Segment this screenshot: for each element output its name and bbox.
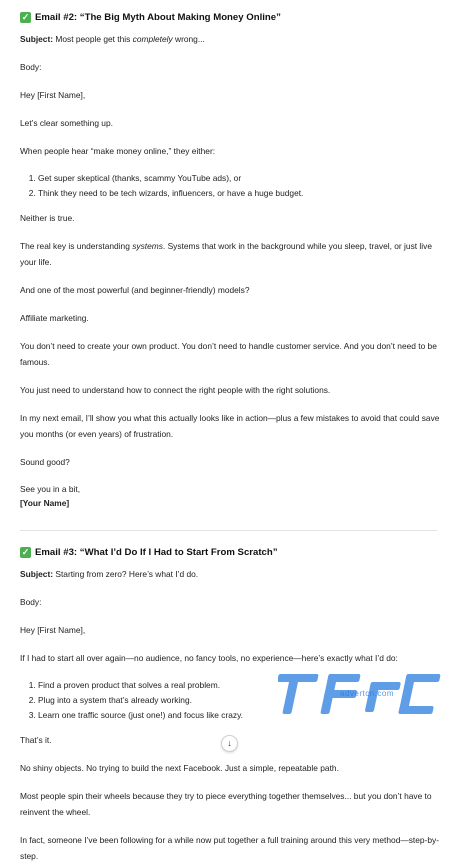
- paragraph: The real key is understanding systems. Systems that work in the background while you sleep, travel, or just live your life.: [20, 241, 432, 267]
- check-mark-icon: ✓: [21, 547, 30, 557]
- numbered-list: [20, 171, 449, 201]
- list-item: 1. Get super skeptical (thanks, scammy YouTube ads), or: [38, 171, 449, 186]
- paragraph: Let’s clear something up.: [20, 118, 113, 128]
- greeting: Hey [First Name],: [20, 625, 86, 635]
- paragraph: That’s it.: [20, 735, 52, 745]
- paragraph: Affiliate marketing.: [20, 313, 89, 323]
- paragraph: Sound good?: [20, 457, 70, 467]
- check-mark-icon: ✓: [21, 12, 30, 22]
- paragraph: In fact, someone I’ve been following for a while now put together a full training around this very method—step-by-step.: [20, 835, 439, 861]
- paragraph: Neither is true.: [20, 213, 75, 223]
- list-item: 2. Think they need to be tech wizards, influencers, or have a huge budget.: [38, 186, 449, 201]
- paragraph: If I had to start all over again—no audience, no fancy tools, no experience—here’s exactly what I’d do:: [20, 653, 398, 663]
- email-2-title: Email #2: “The Big Myth About Making Money Online”: [35, 12, 281, 23]
- arrow-down-icon: ↓: [227, 738, 232, 748]
- paragraph: When people hear “make money online,” they either:: [20, 146, 216, 156]
- email-2-heading: [20, 12, 449, 23]
- sender-name: [Your Name]: [20, 498, 70, 508]
- email-3-heading: [20, 547, 449, 558]
- paragraph: You don’t need to create your own product. You don’t need to handle customer service. And you don’t need to be famous.: [20, 341, 437, 367]
- divider: [20, 530, 437, 531]
- list-item: 3. Learn one traffic source (just one!) and focus like crazy.: [38, 708, 449, 723]
- paragraph: No shiny objects. No trying to build the next Facebook. Just a simple, repeatable path.: [20, 763, 339, 773]
- email-2-subject: Subject: Most people get this completely wrong...: [20, 34, 205, 44]
- greeting: Hey [First Name],: [20, 90, 86, 100]
- body-label: Body:: [20, 62, 42, 72]
- list-item: 2. Plug into a system that’s already working.: [38, 693, 449, 708]
- paragraph: In my next email, I’ll show you what this actually looks like in action—plus a few mistakes to avoid that could save you months (or even years) of frustration.: [20, 413, 440, 439]
- scroll-to-bottom-button[interactable]: [221, 735, 238, 752]
- paragraph: Most people spin their wheels because they try to piece everything together themselves... but you don’t have to reinvent the wheel.: [20, 791, 432, 817]
- subject-label: Subject:: [20, 34, 54, 44]
- body-label: Body:: [20, 597, 42, 607]
- paragraph: You just need to understand how to connect the right people with the right solutions.: [20, 385, 331, 395]
- subject-label: Subject:: [20, 569, 54, 579]
- watermark-text: advertcn.com: [340, 689, 395, 698]
- paragraph: And one of the most powerful (and beginner-friendly) models?: [20, 285, 250, 295]
- email-3-title: Email #3: “What I’d Do If I Had to Start From Scratch”: [35, 547, 278, 558]
- email-3-subject: Subject: Starting from zero? Here’s what I’d do.: [20, 569, 199, 579]
- signature: See you in a bit, [Your Name]: [20, 484, 81, 508]
- list-item: 1. Find a proven product that solves a real problem.: [38, 678, 449, 693]
